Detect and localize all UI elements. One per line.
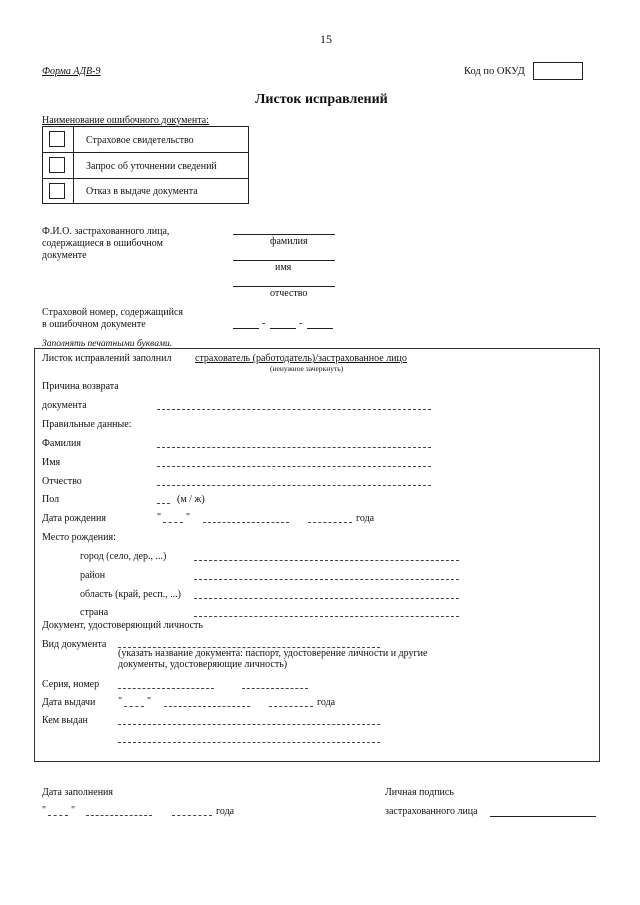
city-input[interactable]: [194, 560, 459, 561]
erroneous-doc-heading: Наименование ошибочного документа:: [42, 115, 209, 126]
insurance-number-part2[interactable]: [270, 328, 296, 329]
insurance-number-part3[interactable]: [307, 328, 333, 329]
country-input[interactable]: [194, 616, 459, 617]
issue-month-input[interactable]: [164, 706, 250, 707]
series-input[interactable]: [118, 688, 214, 689]
doc-type-hint: документы, удостоверяющие личность): [118, 659, 288, 670]
city-label: город (село, дер., ...): [80, 551, 167, 562]
issued-by-input-1[interactable]: [118, 724, 380, 725]
page-number: 15: [320, 32, 332, 46]
birth-year-input[interactable]: [308, 522, 352, 523]
sex-hint: (м / ж): [177, 494, 205, 505]
fill-month-input[interactable]: [86, 815, 152, 816]
birth-year-word: года: [356, 513, 375, 524]
issue-year-input[interactable]: [269, 706, 313, 707]
reason-label: документа: [42, 400, 87, 411]
fio-label-line: Ф.И.О. застрахованного лица,: [42, 226, 170, 237]
signature-label: застрахованного лица: [385, 806, 478, 817]
sex-input[interactable]: [157, 503, 170, 504]
fill-day-input[interactable]: [48, 815, 68, 816]
patronymic-caption: отчество: [270, 288, 308, 299]
quote-close: ": [71, 805, 76, 816]
okud-label: Код по ОКУД: [464, 66, 525, 77]
birth-date-label: Дата рождения: [42, 513, 106, 524]
fio-label-line: содержащиеся в ошибочном: [42, 238, 163, 249]
checkbox-zapros-ob-utochnenii[interactable]: [49, 157, 65, 173]
insurance-number-sep: -: [299, 318, 303, 329]
quote-close: ": [147, 696, 152, 707]
region-label: область (край, респ., ...): [80, 589, 181, 600]
patronymic-label: Отчество: [42, 476, 82, 487]
fill-year-input[interactable]: [172, 815, 212, 816]
checkbox-strakhovoe-svidetelstvo[interactable]: [49, 131, 65, 147]
quote-open: ": [118, 696, 123, 707]
name-input[interactable]: [157, 466, 431, 467]
name-label: Имя: [42, 457, 61, 468]
issue-date-label: Дата выдачи: [42, 697, 96, 708]
reason-label: Причина возврата: [42, 381, 119, 392]
sex-label: Пол: [42, 494, 60, 505]
option-label: Отказ в выдаче документа: [86, 186, 198, 197]
issued-by-label: Кем выдан: [42, 715, 88, 726]
print-note: Заполнять печатными буквами.: [42, 339, 173, 349]
insurance-number-sep: -: [262, 318, 266, 329]
birth-day-input[interactable]: [163, 522, 183, 523]
surname-input[interactable]: [157, 447, 431, 448]
series-number-label: Серия, номер: [42, 679, 100, 690]
issue-year-word: года: [317, 697, 336, 708]
quote-open: ": [157, 512, 162, 523]
birth-month-input[interactable]: [203, 522, 289, 523]
signature-label: Личная подпись: [385, 787, 454, 798]
quote-close: ": [186, 512, 191, 523]
surname-label: Фамилия: [42, 438, 81, 449]
signature-field[interactable]: [490, 816, 596, 817]
form-name: Форма АДВ-9: [42, 66, 101, 77]
insurance-number-label: в ошибочном документе: [42, 319, 146, 330]
patronymic-field[interactable]: [233, 286, 335, 287]
quote-open: ": [42, 805, 47, 816]
number-input[interactable]: [242, 688, 308, 689]
insurance-number-label: Страховой номер, содержащийся: [42, 307, 183, 318]
checkbox-otkaz-v-vydache[interactable]: [49, 183, 65, 199]
issued-by-input-2[interactable]: [118, 742, 380, 743]
district-label: район: [80, 570, 106, 581]
option-label: Страховое свидетельство: [86, 135, 194, 146]
filled-by-label: Листок исправлений заполнил: [42, 353, 172, 364]
okud-code-field[interactable]: [533, 62, 583, 80]
surname-field[interactable]: [233, 234, 335, 235]
identity-doc-heading: Документ, удостоверяющий личность: [42, 620, 203, 631]
filled-by-value[interactable]: страхователь (работодатель)/застрахованное лицо: [195, 353, 407, 364]
correct-data-heading: Правильные данные:: [42, 419, 132, 430]
option-label: Запрос об уточнении сведений: [86, 161, 217, 172]
birth-place-heading: Место рождения:: [42, 532, 116, 543]
insurance-number-part1[interactable]: [233, 328, 259, 329]
fio-label-line: документе: [42, 250, 87, 261]
name-field[interactable]: [233, 260, 335, 261]
district-input[interactable]: [194, 579, 459, 580]
surname-caption: фамилия: [270, 236, 308, 247]
fill-date-label: Дата заполнения: [42, 787, 113, 798]
country-label: страна: [80, 607, 109, 618]
fill-year-word: года: [216, 806, 235, 817]
patronymic-input[interactable]: [157, 485, 431, 486]
doc-type-hint: (указать название документа: паспорт, удостоверение личности и другие: [118, 648, 428, 659]
reason-field[interactable]: [157, 409, 431, 410]
doc-type-label: Вид документа: [42, 639, 107, 650]
name-caption: имя: [275, 262, 292, 273]
filled-by-hint: (ненужное зачеркнуть): [270, 364, 344, 373]
issue-day-input[interactable]: [124, 706, 144, 707]
page-title: Листок исправлений: [255, 92, 388, 107]
region-input[interactable]: [194, 598, 459, 599]
